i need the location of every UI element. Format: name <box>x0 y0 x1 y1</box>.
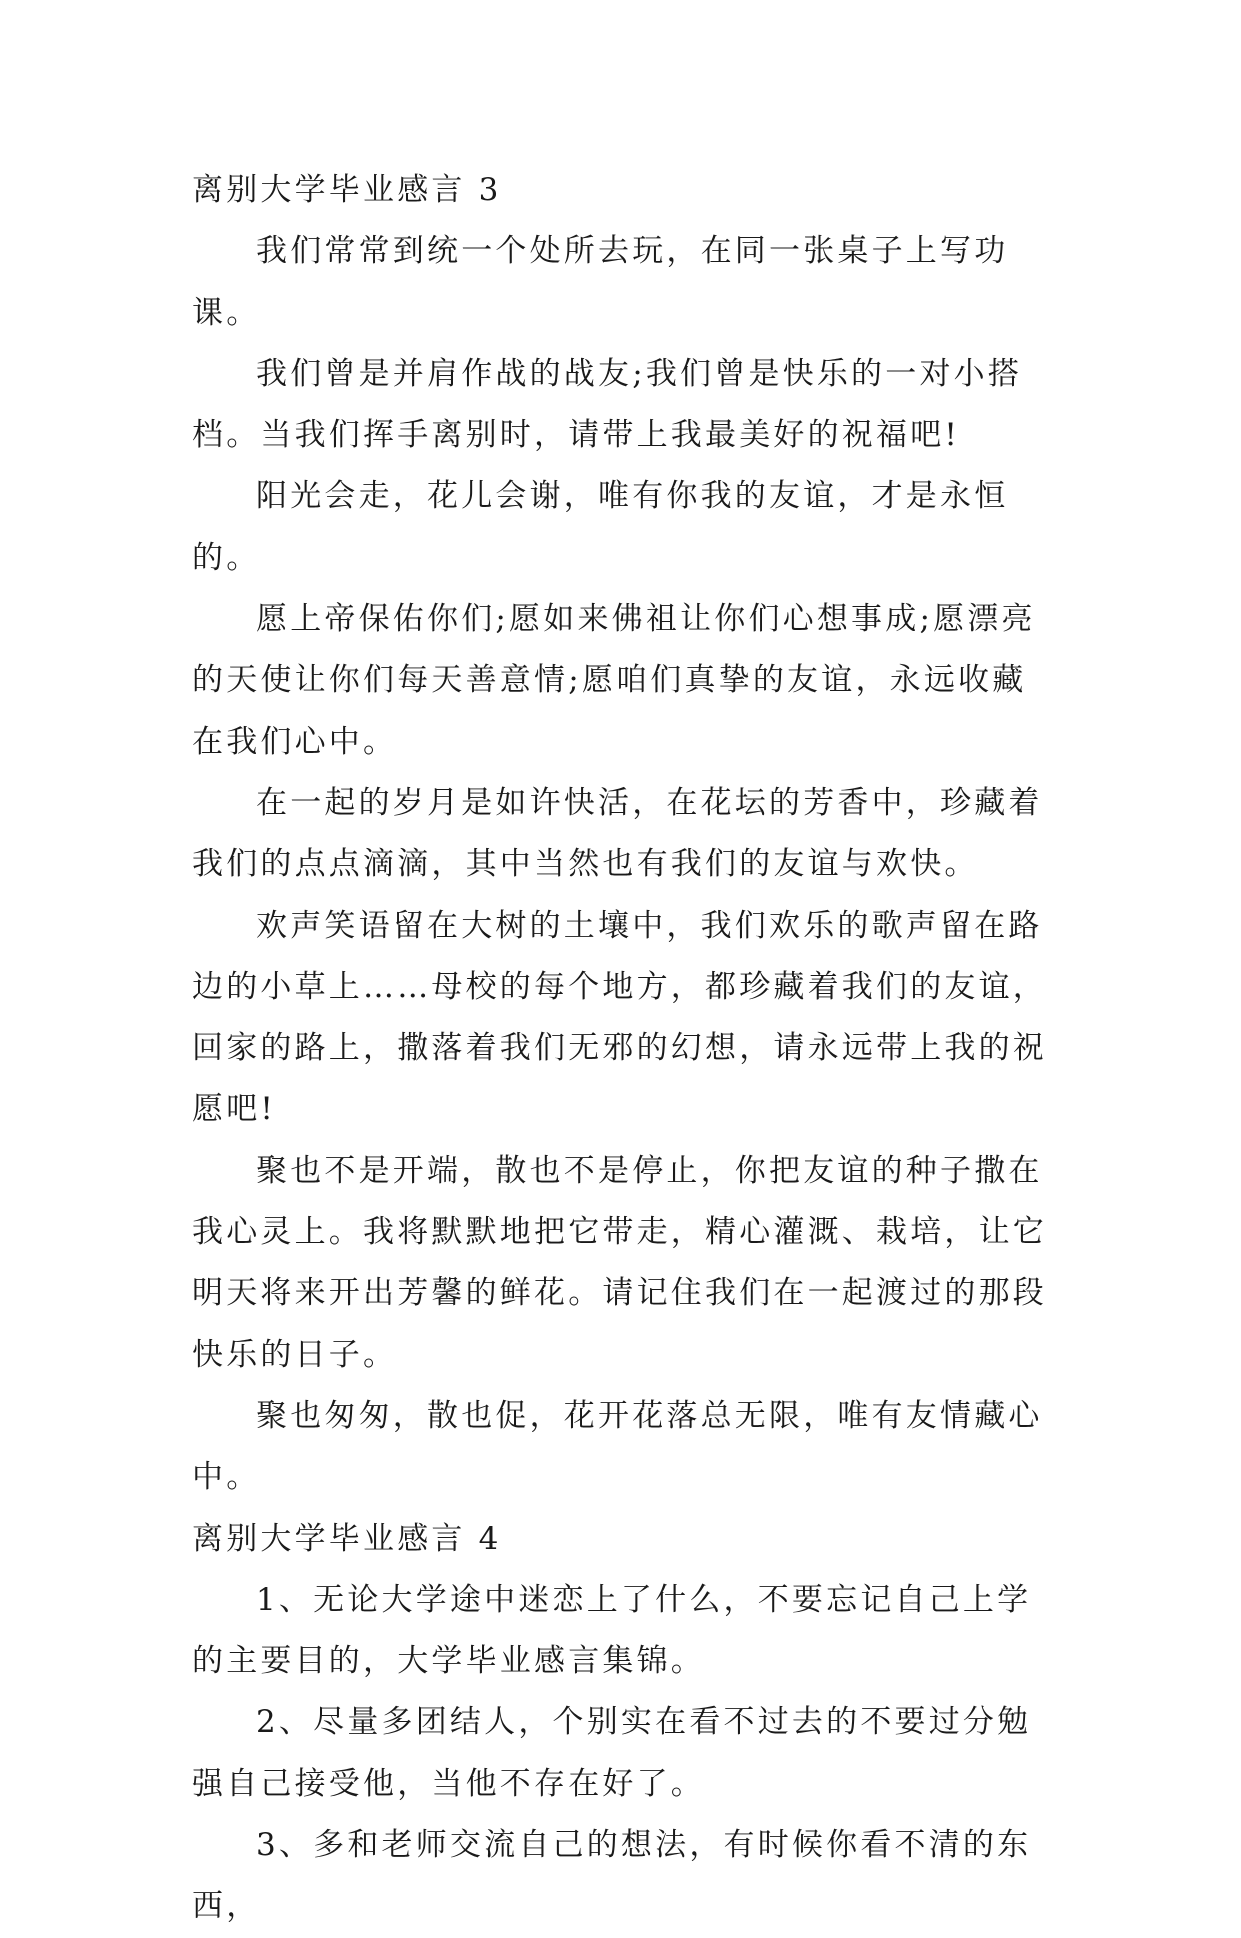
list-item: 3、多和老师交流自己的想法，有时候你看不清的东西， <box>192 1827 1032 1925</box>
section-heading: 离别大学毕业感言 3 <box>192 172 502 208</box>
section-heading: 离别大学毕业感言 4 <box>192 1520 502 1557</box>
paragraph: 欢声笑语留在大树的土壤中，我们欢乐的歌声留在路边的小草上……母校的每个地方，都珍藏着我们的友谊，回家的路上，撒落着我们无邪的幻想，请永远带上我的祝愿吧! <box>192 907 1047 1128</box>
document-body <box>192 160 1052 1938</box>
paragraph: 聚也不是开端，散也不是停止，你把友谊的种子撒在我心灵上。我将默默地把它带走，精心灌溉、栽培，让它明天将来开出芳馨的鲜花。请记住我们在一起渡过的那段快乐的日子。 <box>192 1152 1047 1373</box>
paragraph: 我们曾是并肩作战的战友;我们曾是快乐的一对小搭档。当我们挥手离别时，请带上我最美好的祝福吧! <box>192 355 1023 454</box>
list-item: 1、无论大学途中迷恋上了什么，不要忘记自己上学的主要目的，大学毕业感言集锦。 <box>192 1581 1032 1680</box>
paragraph: 聚也匆匆，散也促，花开花落总无限，唯有友情藏心中。 <box>192 1397 1043 1496</box>
paragraph: 我们常常到统一个处所去玩，在同一张桌子上写功课。 <box>192 233 1009 331</box>
list-item: 2、尽量多团结人，个别实在看不过去的不要过分勉强自己接受他，当他不存在好了。 <box>192 1704 1032 1802</box>
paragraph: 愿上帝保佑你们;愿如来佛祖让你们心想事成;愿漂亮的天使让你们每天善意情;愿咱们真挚的友谊，永远收藏在我们心中。 <box>192 601 1036 760</box>
paragraph: 阳光会走，花儿会谢，唯有你我的友谊，才是永恒的。 <box>192 478 1009 576</box>
paragraph: 在一起的岁月是如许快活，在花坛的芳香中，珍藏着我们的点点滴滴，其中当然也有我们的友谊与欢快。 <box>192 784 1043 883</box>
